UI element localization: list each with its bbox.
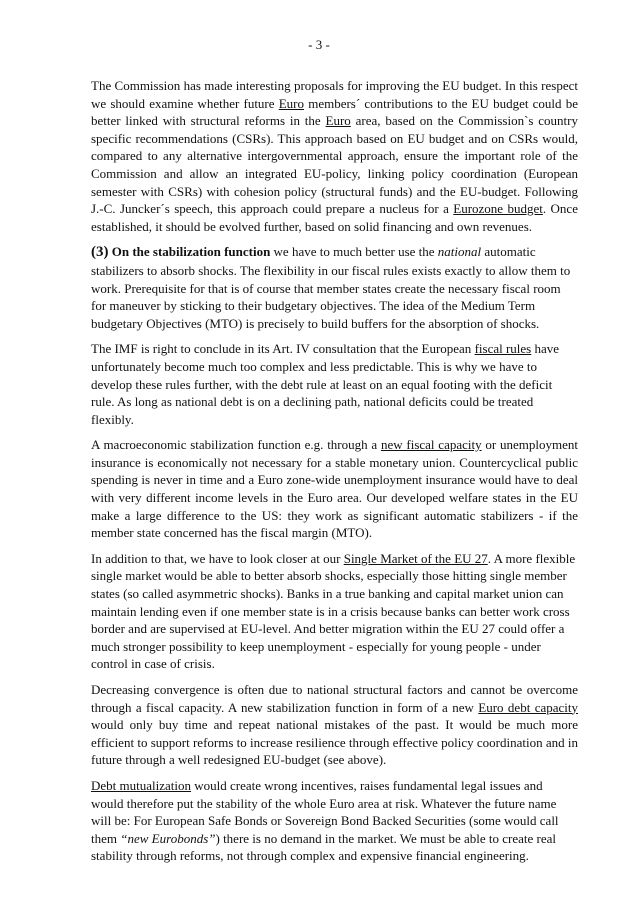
- text-span: would create wrong incentives, raises fundamental legal issues and would therefore put the stability of the whole Euro area at risk. Whatever the future name will be: For European Safe Bonds or Sovereign Bond Backed Securities (some would call them: [91, 777, 559, 846]
- underlined-term: Single Market of the EU 27: [343, 550, 488, 566]
- text-span: . Once established, it should be evolved further, based on solid financing and own revenues.: [91, 201, 578, 234]
- text-span: In addition to that, we have to look closer at our: [91, 550, 344, 566]
- underlined-term: Eurozone budget: [453, 201, 543, 217]
- text-span: would only buy time and repeat national mistakes of the past. It would be much more efficient to support reforms to increase resilience through effective policy coordination and in future through a well redesigned EU-budget (see above).: [91, 717, 578, 768]
- section-heading: On the stabilization function: [108, 244, 271, 260]
- paragraph-debt-mutualization: [91, 777, 578, 865]
- text-span: Decreasing convergence is often due to national structural factors and cannot be overcome through a fiscal capacity. A new stabilization function in form of a new: [91, 682, 578, 715]
- emphasis-term: “new Eurobonds”: [120, 830, 216, 846]
- underlined-term: fiscal rules: [474, 341, 532, 357]
- section-number: (3): [91, 244, 109, 261]
- text-span: ) there is no demand in the market. We must be able to create real stability through reforms, not through complex and expensive financial engineering.: [91, 830, 557, 864]
- text-span: The Commission has made interesting proposals for improving the EU budget. In this respect we should examine whether future: [91, 78, 578, 111]
- text-span: automatic stabilizers to absorb shocks. The flexibility in our fiscal rules exists exactly to allow them to work. Prerequisite for that is of course that member states create the necessary fiscal room for maneuver by sticking to their budgetary objectives. The idea of the Medium Term budgetary Objectives (MTO) is precisely to build buffers for the absorption of shocks.: [91, 244, 571, 331]
- text-span: or unemployment insurance is economically not necessary for a stable monetary union. Countercyclical public spending is never in time and a Euro zone-wide unemployment insurance would have to deal with very different income levels in the Euro area. Our developed welfare states in the EU make a large difference to the US: they work as significant automatic stabilizers - if the member state concerned has the fiscal margin (MTO).: [91, 437, 578, 541]
- document-body: [91, 77, 578, 873]
- underlined-term: Euro: [325, 113, 351, 129]
- text-span: have unfortunately become much too complex and less predictable. This is why we have to develop these rules further, with the debt rule at least on an equal footing with the deficit rule. As long as national debt is on a declining path, national deficits could be treated flexibly.: [91, 341, 560, 427]
- paragraph-eu-budget: [91, 77, 578, 235]
- underlined-term: Debt mutualization: [91, 777, 192, 793]
- paragraph-stabilization-function: [91, 243, 578, 332]
- underlined-term: Euro: [278, 95, 305, 111]
- paragraph-fiscal-capacity: [91, 436, 578, 542]
- paragraph-convergence: [91, 681, 578, 769]
- underlined-term: new fiscal capacity: [380, 437, 482, 453]
- page-number: - 3 -: [308, 37, 330, 52]
- underlined-term: Euro debt capacity: [478, 699, 579, 715]
- emphasis-term: national: [437, 244, 482, 260]
- text-span: we have to much better use the: [270, 244, 438, 260]
- paragraph-single-market: [91, 550, 578, 673]
- text-span: The IMF is right to conclude in its Art. IV consultation that the European: [91, 341, 475, 357]
- paragraph-imf-fiscal-rules: [91, 340, 578, 428]
- text-span: . A more flexible single market would be able to better absorb shocks, especially those hitting single member states (so called asymmetric shocks). Banks in a true banking and capital market union can maintain lending even if one member state is in a crisis because banks can better work cross border and are supervised at EU-level. And better migration within the EU 27 could offer a much stronger possibility to keep unemployment - especially for young people - under control in case of crisis.: [91, 550, 576, 672]
- text-span: area, based on the Commission`s country specific recommendations (CSRs). This approach based on EU budget and on CSRs would, compared to any alternative intergovernmental approach, ensure the important role of the Commission and allow an integrated EU-policy, linking policy coordination (European semester with CSRs) with cohesion policy (structural funds) and the EU-budget. Following J.-C. Juncker´s speech, this approach could prepare a nucleus for a: [91, 113, 578, 217]
- text-span: members´ contributions to the EU budget could be better linked with structural reforms in the: [91, 95, 578, 129]
- text-span: A macroeconomic stabilization function e.g. through a: [91, 437, 381, 453]
